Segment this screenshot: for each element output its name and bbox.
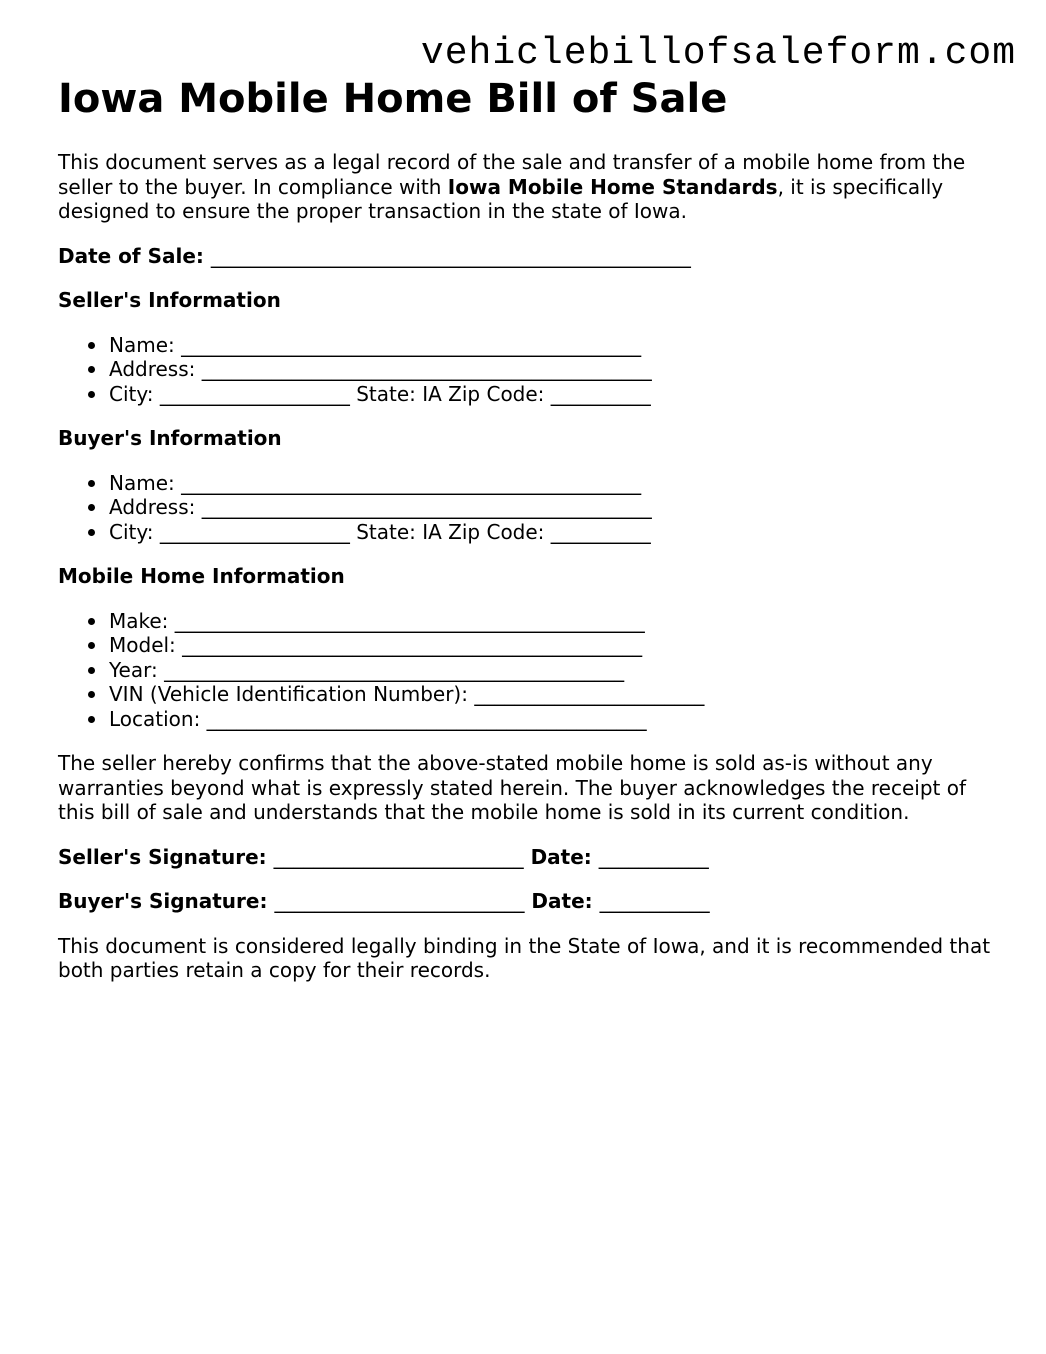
intro-bold-standards: Iowa Mobile Home Standards bbox=[447, 174, 778, 199]
mobile-home-info-list bbox=[58, 609, 998, 732]
seller-date-blank[interactable]: ___________ bbox=[598, 844, 709, 869]
buyer-date-label: Date: bbox=[531, 889, 593, 913]
intro-text-end: , it is specifically designed to ensure the proper transaction in the state of Iowa. bbox=[58, 174, 944, 223]
model-field[interactable]: Model: ______________________________________________ bbox=[109, 633, 998, 658]
intro-paragraph bbox=[58, 150, 998, 224]
date-of-sale-field bbox=[58, 244, 998, 269]
buyer-name-field[interactable]: Name: ______________________________________________ bbox=[109, 471, 998, 496]
buyer-signature-label: Buyer's Signature: bbox=[58, 889, 268, 913]
buyer-city-field[interactable]: City: ___________________ State: IA Zip Code: __________ bbox=[109, 520, 998, 545]
seller-info-heading: Seller's Information bbox=[58, 288, 281, 312]
buyer-signature-line bbox=[58, 889, 998, 914]
buyer-date-blank[interactable]: ___________ bbox=[599, 889, 710, 913]
page-title: Iowa Mobile Home Bill of Sale bbox=[58, 76, 728, 122]
buyer-info-list bbox=[58, 471, 998, 545]
date-of-sale-label: Date of Sale: bbox=[58, 243, 204, 268]
seller-signature-blank[interactable]: _________________________ bbox=[273, 844, 524, 869]
document-body bbox=[58, 74, 998, 983]
buyer-signature-blank[interactable]: _________________________ bbox=[274, 889, 525, 913]
seller-address-field[interactable]: Address: _____________________________________________ bbox=[109, 357, 998, 382]
date-of-sale-blank[interactable]: ________________________________________________ bbox=[210, 243, 691, 268]
confirmation-paragraph: The seller hereby confirms that the above-stated mobile home is sold as-is without any warranties beyond what is expressly stated herein. The buyer acknowledges the receipt of this bill of sale and understands that the mobile home is sold in its current condition. bbox=[58, 751, 967, 824]
seller-name-field[interactable]: Name: ______________________________________________ bbox=[109, 333, 998, 358]
seller-info-list bbox=[58, 333, 998, 407]
seller-signature-line bbox=[58, 845, 998, 870]
closing-paragraph: This document is considered legally binding in the State of Iowa, and it is recommended that both parties retain a copy for their records. bbox=[58, 933, 991, 982]
mobile-home-info-heading: Mobile Home Information bbox=[58, 564, 345, 588]
seller-city-field[interactable]: City: ___________________ State: IA Zip Code: __________ bbox=[109, 382, 998, 407]
intro-text-start: This document serves as a legal record of the sale and transfer of a mobile home from the seller to the buyer. In compliance with bbox=[58, 150, 966, 199]
seller-date-label: Date: bbox=[530, 844, 592, 869]
buyer-info-heading: Buyer's Information bbox=[58, 426, 282, 450]
vin-field[interactable]: VIN (Vehicle Identification Number): _______________________ bbox=[109, 682, 998, 707]
buyer-address-field[interactable]: Address: _____________________________________________ bbox=[109, 495, 998, 520]
seller-signature-label: Seller's Signature: bbox=[58, 844, 267, 869]
site-watermark: vehiclebillofsaleform.com bbox=[420, 32, 1016, 75]
make-field[interactable]: Make: _______________________________________________ bbox=[109, 609, 998, 634]
year-field[interactable]: Year: ______________________________________________ bbox=[109, 658, 998, 683]
location-field[interactable]: Location: ____________________________________________ bbox=[109, 707, 998, 732]
